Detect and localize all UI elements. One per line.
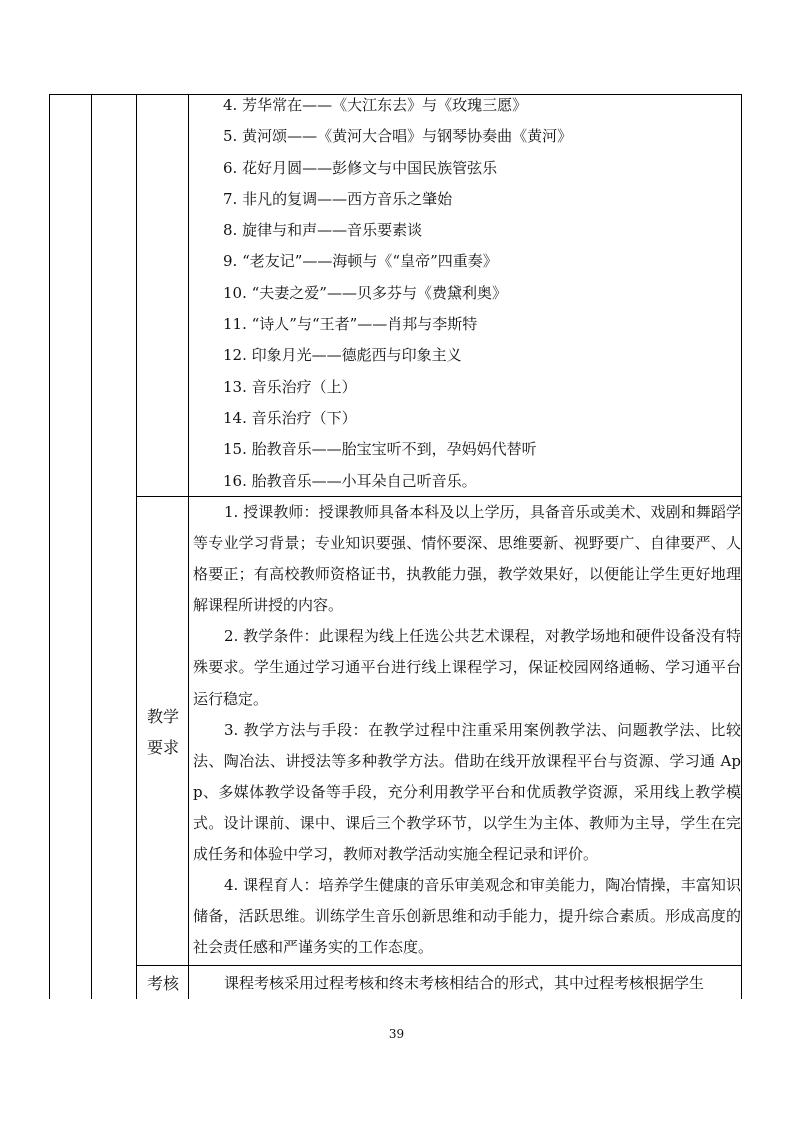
table-divider-1	[91, 94, 92, 999]
requirement-paragraph-conditions: 2. 教学条件：此课程为线上任选公共艺术课程，对教学场地和硬件设备没有特殊要求。学生通过学习通平台进行线上课程学习，保证校园网络通畅、学习通平台运行稳定。	[193, 627, 741, 708]
list-item: 13. 音乐治疗（上）	[223, 377, 357, 396]
list-item: 16. 胎教音乐——小耳朵自己听音乐。	[223, 471, 477, 490]
assessment-text: 课程考核采用过程考核和终末考核相结合的形式，其中过程考核根据学生	[224, 974, 705, 992]
list-item: 10. “夫妻之爱”——贝多芬与《费黛利奥》	[223, 283, 507, 302]
requirement-paragraph-education: 4. 课程育人：培养学生健康的音乐审美观念和审美能力，陶冶情操，丰富知识储备，活跃思维。训练学生音乐创新思维和动手能力，提升综合素质。形成高度的社会责任感和严谨务实的工作态度。	[193, 876, 741, 957]
row-divider-requirements-assessment	[136, 965, 742, 966]
teaching-requirements-content	[193, 497, 741, 963]
list-item: 5. 黄河颂——《黄河大合唱》与钢琴协奏曲《黄河》	[223, 127, 573, 146]
list-item: 6. 花好月圆——彭修文与中国民族管弦乐	[223, 158, 498, 177]
list-item: 14. 音乐治疗（下）	[223, 408, 357, 427]
list-item: 8. 旋律与和声——音乐要素谈	[223, 221, 423, 240]
list-item: 7. 非凡的复调——西方音乐之肇始	[223, 189, 453, 208]
table-divider-3	[188, 94, 189, 999]
table-divider-2	[136, 94, 137, 999]
list-item: 4. 芳华常在——《大江东去》与《玫瑰三愿》	[223, 96, 528, 114]
list-item: 9. “老友记”——海顿与《“皇帝”四重奏》	[223, 252, 498, 271]
list-item: 15. 胎教音乐——胎宝宝听不到，孕妈妈代替听	[223, 440, 537, 459]
page-number: 39	[388, 1027, 405, 1041]
table-border-right	[741, 94, 742, 999]
course-content-list	[223, 90, 733, 497]
table-border-left	[49, 94, 50, 999]
requirement-paragraph-methods: 3. 教学方法与手段：在教学过程中注重采用案例教学法、问题教学法、比较法、陶冶法、讲授法等多种教学方法。借助在线开放课程平台与资源、学习通 App、多媒体教学设备等手段，充分利用教学平台和优质教学资源，采用线上教学模式。设计课前、课中、课后三个教学环节，以学生为主体、教师为主导，学生在完成任务和体验中学习，教师对教学活动实施全程记录和评价。	[193, 720, 741, 864]
requirement-paragraph-instructor: 1. 授课教师：授课教师具备本科及以上学历，具备音乐或美术、戏剧和舞蹈学等专业学习背景；专业知识要强、情怀要深、思维要新、视野要广、自律要严、人格要正；有高校教师资格证书，执教能力强，教学效果好，以便能让学生更好地理解课程所讲授的内容。	[193, 503, 741, 615]
list-item: 12. 印象月光——德彪西与印象主义	[223, 346, 462, 365]
assessment-label: 考核	[146, 974, 179, 993]
teaching-requirements-label: 教学 要求	[146, 707, 179, 757]
list-item: 11. “诗人”与“王者”——肖邦与李斯特	[223, 315, 478, 334]
